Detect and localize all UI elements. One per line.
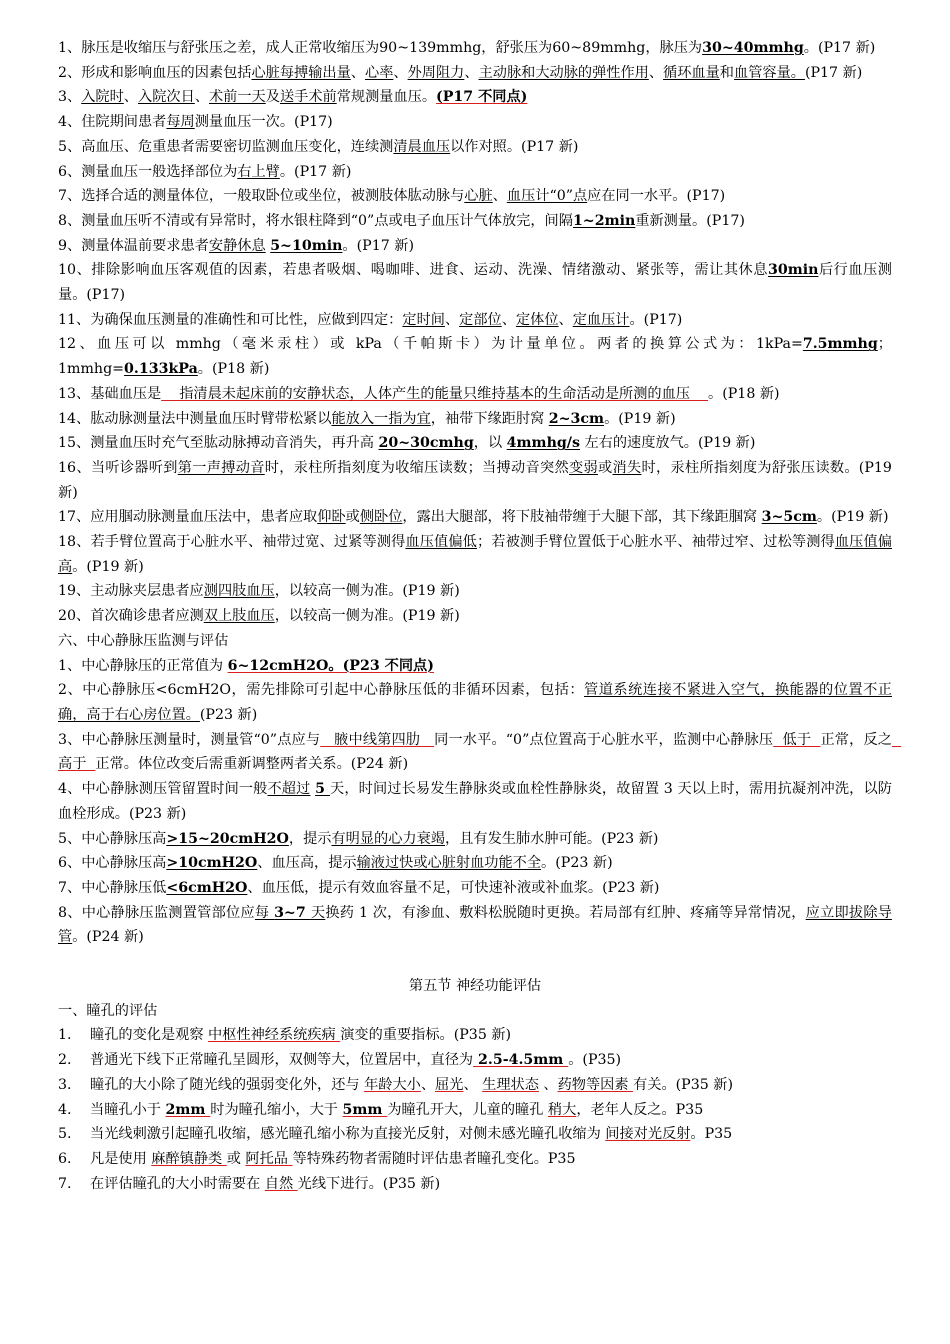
text-run: 有关。(P35 新) — [633, 1076, 733, 1093]
section-gap — [58, 950, 892, 974]
text-run: 14、肱动脉测量法中测量血压时臂带松紧以 — [58, 410, 332, 427]
highlighted-text: 7.5mmhg — [802, 336, 878, 353]
item-number: 3. — [58, 1076, 72, 1093]
highlighted-text: 2mm — [165, 1101, 211, 1118]
highlighted-text: 外周阻力 — [407, 64, 465, 81]
text-run: 或 — [226, 1150, 246, 1167]
text-run: 当瞳孔小于 — [90, 1101, 166, 1118]
highlighted-text: 5mm — [342, 1101, 388, 1118]
text-run: 。(P18 新) — [197, 361, 270, 378]
text-run: 应在同一水平。(P17) — [587, 188, 726, 205]
text-run: 。(P17 新) — [279, 163, 352, 180]
text-run: 2、形成和影响血压的因素包括 — [58, 64, 252, 81]
highlighted-text: 右上臂 — [237, 163, 280, 180]
highlighted-text: >10cmH2O — [166, 855, 258, 872]
text-run: 6、中心静脉压高 — [58, 855, 167, 872]
highlighted-text: 3~5cm — [761, 509, 817, 526]
blood-pressure-notes — [58, 36, 897, 629]
note-item — [58, 431, 892, 456]
note-item — [58, 901, 892, 950]
highlighted-text: 指清晨未起床前的安静状态，人体产生的能量只维持基本的生命活动是所测的血压 — [161, 385, 709, 402]
text-run: 同一水平。“0”点位置高于心脏水平，监测中心静脉压 — [434, 731, 774, 748]
highlighted-text: 血管容量。 — [734, 64, 805, 81]
note-item — [58, 456, 897, 505]
text-run: 17、应用腘动脉测量血压法中，患者应取 — [58, 509, 318, 526]
item-text — [90, 1122, 892, 1147]
note-item — [58, 654, 892, 679]
item-text — [90, 1147, 892, 1172]
highlighted-text: 心脏 — [464, 188, 493, 205]
text-run: 、血压低，提示有效血容量不足，可快速补液或补血浆。(P23 新) — [247, 879, 660, 896]
highlighted-text: 生理状态 — [482, 1076, 539, 1093]
text-run: 15、测量血压时充气至肱动脉搏动音消失，再升高 — [58, 435, 379, 452]
note-item — [58, 135, 892, 160]
highlighted-text: 每 — [254, 904, 275, 921]
text-run: 时，汞柱所指刻度为收缩压读数；当搏动音突然 — [264, 459, 569, 476]
text-run: 和 — [719, 64, 734, 81]
note-item — [58, 184, 892, 209]
text-run: ，以较高一侧为准。(P19 新) — [274, 608, 460, 625]
highlighted-text: 20~30cmhg — [378, 435, 474, 452]
text-run: 后行血压测量。(P17) — [58, 262, 892, 304]
highlighted-text: 1~2min — [572, 212, 636, 229]
text-run: 瞳孔的变化是观察 — [90, 1027, 209, 1044]
text-run: 7、选择合适的测量体位，一般取卧位或坐位，被测肢体肱动脉与 — [58, 188, 465, 205]
text-run: 等特殊药物者需随时评估患者瞳孔变化。P35 — [292, 1150, 576, 1167]
text-run: 。(P17) — [629, 311, 683, 328]
highlighted-text: 心率 — [365, 64, 394, 81]
text-run: 普通光下线下正常瞳孔呈圆形，双侧等大，位置居中，直径为 — [90, 1052, 474, 1069]
highlighted-text: 管道系统连接不紧进入空气，换能器的位置不正确，高于右心房位置。 — [58, 682, 892, 723]
highlighted-text: 入院时 — [81, 89, 124, 106]
highlighted-text: 血压计“0”点 — [506, 188, 588, 205]
text-run: 4、住院期间患者 — [58, 114, 167, 131]
highlighted-text: 4mmhg/s — [506, 435, 580, 452]
highlighted-text: 送手术前 — [279, 89, 337, 106]
text-run: 。(P19 新) — [816, 509, 889, 526]
highlighted-text: 循环血量 — [663, 64, 720, 81]
item-number: 1. — [58, 1027, 72, 1044]
highlighted-text: 稍大 — [547, 1101, 577, 1118]
highlighted-text: 麻醉镇静类 — [151, 1150, 227, 1167]
highlighted-text: 定体位 — [515, 311, 559, 328]
note-item — [58, 407, 892, 432]
text-run: 4、中心静脉测压管留置时间一般 — [58, 781, 268, 798]
pupil-notes — [58, 1023, 892, 1196]
text-run: 正常。体位改变后需重新调整两者关系。(P24 新) — [95, 756, 409, 773]
highlighted-text: 30min — [767, 262, 819, 279]
text-run: ，提示 — [288, 830, 332, 847]
highlighted-text: 定时间 — [402, 311, 445, 328]
note-item — [58, 505, 892, 530]
text-run: 。P35 — [690, 1126, 733, 1143]
item-text — [90, 1098, 892, 1123]
text-run: 常规测量血压。 — [336, 89, 437, 106]
text-run: 在评估瞳孔的大小时需要在 — [90, 1175, 265, 1192]
text-run: 、 — [492, 188, 507, 205]
note-item — [58, 258, 892, 307]
text-run: 11、为确保血压测量的准确性和可比性，应做到四定： — [58, 311, 403, 328]
text-run: 时，汞柱所指刻度为舒张压读数。(P19 新) — [58, 459, 897, 501]
numbered-item — [58, 1073, 892, 1098]
highlighted-text: 仰卧 — [317, 509, 346, 526]
note-item — [58, 332, 892, 381]
text-run: (P17 新) — [804, 64, 863, 81]
text-run: 光线下进行。(P35 新) — [297, 1175, 441, 1192]
highlighted-text: 侧卧位 — [359, 509, 403, 526]
note-item — [58, 851, 892, 876]
text-run: 3、 — [58, 89, 82, 106]
text-run: 或 — [345, 509, 360, 526]
highlighted-text: 不超过 — [267, 781, 311, 798]
numbered-item — [58, 1023, 892, 1048]
text-run: 。(P24 新) — [72, 929, 144, 946]
text-run: 、 — [123, 89, 138, 106]
highlighted-text: 30~40mmhg — [702, 40, 804, 56]
highlighted-text: 低于 — [773, 731, 821, 748]
note-item — [58, 382, 892, 407]
note-item — [58, 777, 892, 826]
highlighted-text: 6~12cmH2O。(P23 不同点) — [227, 657, 434, 674]
numbered-item — [58, 1122, 892, 1147]
text-run: 、 — [648, 64, 664, 81]
text-run: 时为瞳孔缩小，大于 — [210, 1101, 343, 1118]
text-run: 9、测量体温前要求患者 — [58, 237, 209, 254]
text-run: 、 — [558, 311, 573, 328]
text-run: 16、当听诊器听到 — [58, 459, 178, 476]
text-run: 6、测量血压一般选择部位为 — [58, 163, 238, 180]
text-run: ；1mmhg= — [58, 336, 892, 378]
section-heading-cvp: 六、中心静脉压监测与评估 — [58, 632, 229, 649]
text-run: 20、首次确诊患者应测 — [58, 608, 204, 625]
text-run: 、 — [538, 1076, 558, 1093]
note-item — [58, 579, 892, 604]
note-item — [58, 678, 892, 727]
text-run: 换药 1 次，有渗血、敷料松脱随时更换。若局部有红肿、疼痛等异常情况， — [325, 904, 806, 921]
highlighted-text: 消失 — [612, 459, 642, 476]
section-title: 第五节 神经功能评估 — [408, 978, 542, 995]
highlighted-text: 应立即拔除导管 — [58, 904, 892, 946]
text-run: 以作对照。(P17 新) — [450, 138, 579, 155]
text-run: 。(P17 新) — [342, 237, 414, 254]
text-run: 。(P19 新) — [72, 558, 144, 575]
highlighted-text: 双上肢血压 — [203, 608, 275, 625]
note-item — [58, 110, 892, 135]
highlighted-text: 阿托品 — [245, 1150, 293, 1167]
highlighted-text: 5~10min — [270, 237, 343, 254]
text-run: 13、基础血压是 — [58, 385, 162, 402]
highlighted-text: 变弱 — [569, 459, 598, 476]
highlighted-text: 中枢性神经系统疾病 — [208, 1027, 341, 1044]
highlighted-text: 血压值偏低 — [405, 534, 477, 551]
numbered-item — [58, 1048, 892, 1073]
text-run: 18、若手臂位置高于心脏水平、袖带过宽、过紧等测得 — [58, 534, 406, 551]
text-run: ，露出大腿部，将下肢袖带缠于大腿下部，其下缘距腘窝 — [402, 509, 762, 526]
text-run: (P23 新) — [199, 706, 258, 723]
item-number: 2. — [58, 1052, 72, 1069]
highlighted-text: 年龄大小 — [364, 1076, 421, 1093]
note-item — [58, 36, 892, 61]
text-run: 为瞳孔开大，儿童的瞳孔 — [387, 1101, 548, 1118]
text-run: 。(P23 新) — [541, 855, 613, 872]
text-run: 、 — [444, 311, 460, 328]
text-run: 当光线刺激引起瞳孔收缩，感光瞳孔缩小称为直接光反射，对侧未感光瞳孔收缩为 — [90, 1126, 606, 1143]
text-run: ，且有发生肺水肿可能。(P23 新) — [445, 830, 659, 847]
text-run: 正常，反之 — [820, 731, 892, 748]
text-run: ，以 — [473, 435, 507, 452]
highlighted-text: 入院次日 — [138, 89, 195, 106]
text-run: 8、测量血压听不清或有异常时，将水银柱降到“0”点或电子血压计气体放完，间隔 — [58, 212, 573, 229]
text-run: 、 — [393, 64, 408, 81]
text-run: 2、中心静脉压<6cmH2O，需先排除可引起中心静脉压低的非循环因素，包括： — [58, 682, 585, 699]
highlighted-text: 血压值偏高 — [58, 534, 892, 575]
item-text — [90, 1172, 892, 1197]
text-run: 5、中心静脉压高 — [58, 830, 167, 847]
numbered-item — [58, 1147, 892, 1172]
note-item — [58, 61, 892, 86]
note-item — [58, 876, 892, 901]
numbered-item — [58, 1098, 892, 1123]
highlighted-text: 第一声搏动音 — [177, 459, 265, 476]
text-run: 。(P18 新) — [708, 385, 780, 402]
text-run: 、 — [420, 1076, 436, 1093]
text-run: 、 — [464, 64, 479, 81]
text-run: 7、中心静脉压低 — [58, 879, 167, 896]
item-text — [90, 1023, 892, 1048]
note-item — [58, 308, 892, 333]
highlighted-text: 主动脉和大动脉的弹性作用 — [478, 64, 649, 81]
text-run: 、血压高，提示 — [257, 855, 357, 872]
item-number: 6. — [58, 1150, 72, 1167]
text-run: 3、中心静脉压测量时，测量管“0”点应与 — [58, 731, 321, 748]
item-number: 7. — [58, 1175, 72, 1192]
text-run: 、 — [194, 89, 209, 106]
item-number: 4. — [58, 1101, 72, 1118]
highlighted-text: 安静休息 — [208, 237, 266, 254]
highlighted-text: 药物等因素 — [557, 1076, 634, 1093]
note-item — [58, 209, 892, 234]
highlighted-text: 腋中线第四肋 — [320, 731, 435, 748]
highlighted-text: 天 — [310, 904, 326, 921]
text-run: 重新测量。(P17) — [635, 212, 745, 229]
text-run: 10、排除影响血压客观值的因素，若患者吸烟、喝咖啡、进食、运动、洗澡、情绪激动、紧张等，需让其休息 — [58, 262, 768, 279]
text-run: 或 — [597, 459, 613, 476]
text-run: 、 — [501, 311, 516, 328]
text-run: 演变的重要指标。(P35 新) — [340, 1027, 512, 1044]
highlighted-text: 清晨血压 — [393, 138, 451, 155]
numbered-item — [58, 1172, 892, 1197]
text-run: 左右的速度放气。(P19 新) — [579, 435, 756, 452]
subsection-heading-pupil: 一、瞳孔的评估 — [58, 1002, 158, 1019]
text-run: 1、脉压是收缩压与舒张压之差，成人正常收缩压为90~139mmhg，舒张压为60~89mmhg，脉压为 — [58, 40, 703, 56]
highlighted-text: 间接对光反射 — [605, 1126, 691, 1143]
highlighted-text: 自然 — [264, 1175, 298, 1192]
text-run: 天，时间过长易发生静脉炎或血栓性静脉炎，故留置 3 天以上时，需用抗凝剂冲洗，以防血栓形成。(P23 新) — [58, 781, 892, 822]
highlighted-text: 心脏每搏输出量 — [251, 64, 351, 81]
highlighted-text: (P17 不同点) — [436, 89, 528, 106]
highlighted-text: 3~7 — [274, 904, 311, 921]
highlighted-text: <6cmH2O — [166, 879, 248, 896]
highlighted-text: 高于 — [58, 731, 902, 773]
text-run: 。(P35) — [568, 1052, 622, 1069]
highlighted-text: 屈光 — [435, 1076, 464, 1093]
text-run: ，以较高一侧为准。(P19 新) — [274, 583, 460, 600]
highlighted-text: 定血压计 — [572, 311, 630, 328]
text-run: 。(P17 新) — [803, 40, 876, 56]
highlighted-text: 2~3cm — [548, 410, 605, 427]
highlighted-text: 定部位 — [459, 311, 502, 328]
text-run: 8、中心静脉压监测置管部位应 — [58, 904, 255, 921]
note-item — [58, 728, 902, 777]
text-run: 5、高血压、危重患者需要密切监测血压变化，连续测 — [58, 138, 394, 155]
text-run: 凡是使用 — [90, 1150, 152, 1167]
note-item — [58, 85, 892, 110]
item-text — [90, 1048, 892, 1073]
highlighted-text: 每周 — [166, 114, 195, 131]
text-run: 、 — [463, 1076, 483, 1093]
text-run: 。(P19 新) — [604, 410, 676, 427]
highlighted-text: >15~20cmH2O — [166, 830, 289, 847]
highlighted-text: 输液过快或心脏射血功能不全 — [356, 855, 542, 872]
text-run: 1、中心静脉压的正常值为 — [58, 657, 228, 674]
text-run: 、 — [350, 64, 365, 81]
text-run: ；若被测手臂位置低于心脏水平、袖带过窄、过松等测得 — [476, 534, 835, 551]
highlighted-text: 术前一天 — [208, 89, 266, 106]
note-item — [58, 530, 892, 579]
text-run: 测量血压一次。(P17) — [194, 114, 333, 131]
note-item — [58, 160, 892, 185]
item-number: 5. — [58, 1126, 72, 1143]
highlighted-text: 0.133kPa — [124, 361, 198, 378]
note-item — [58, 604, 892, 629]
text-run: ，老年人反之。P35 — [576, 1101, 704, 1118]
item-text — [90, 1073, 892, 1098]
text-run: 瞳孔的大小除了随光线的强弱变化外，还与 — [90, 1076, 365, 1093]
highlighted-text: 5 — [315, 781, 331, 798]
text-run: ，袖带下缘距肘窝 — [430, 410, 549, 427]
note-item — [58, 234, 892, 259]
note-item — [58, 827, 892, 852]
text-run: 12、血压可以 mmhg（毫米汞柱）或 kPa（千帕斯卡）为计量单位。两者的换算公式为：1kPa= — [58, 336, 803, 353]
highlighted-text: 2.5-4.5mm — [473, 1052, 569, 1069]
highlighted-text: 能放入一指为宜 — [331, 410, 431, 427]
text-run: 19、主动脉夹层患者应 — [58, 583, 204, 600]
highlighted-text: 测四肢血压 — [203, 583, 275, 600]
text-run: 及 — [265, 89, 280, 106]
highlighted-text: 有明显的心力衰竭 — [331, 830, 445, 847]
cvp-notes — [58, 654, 902, 950]
